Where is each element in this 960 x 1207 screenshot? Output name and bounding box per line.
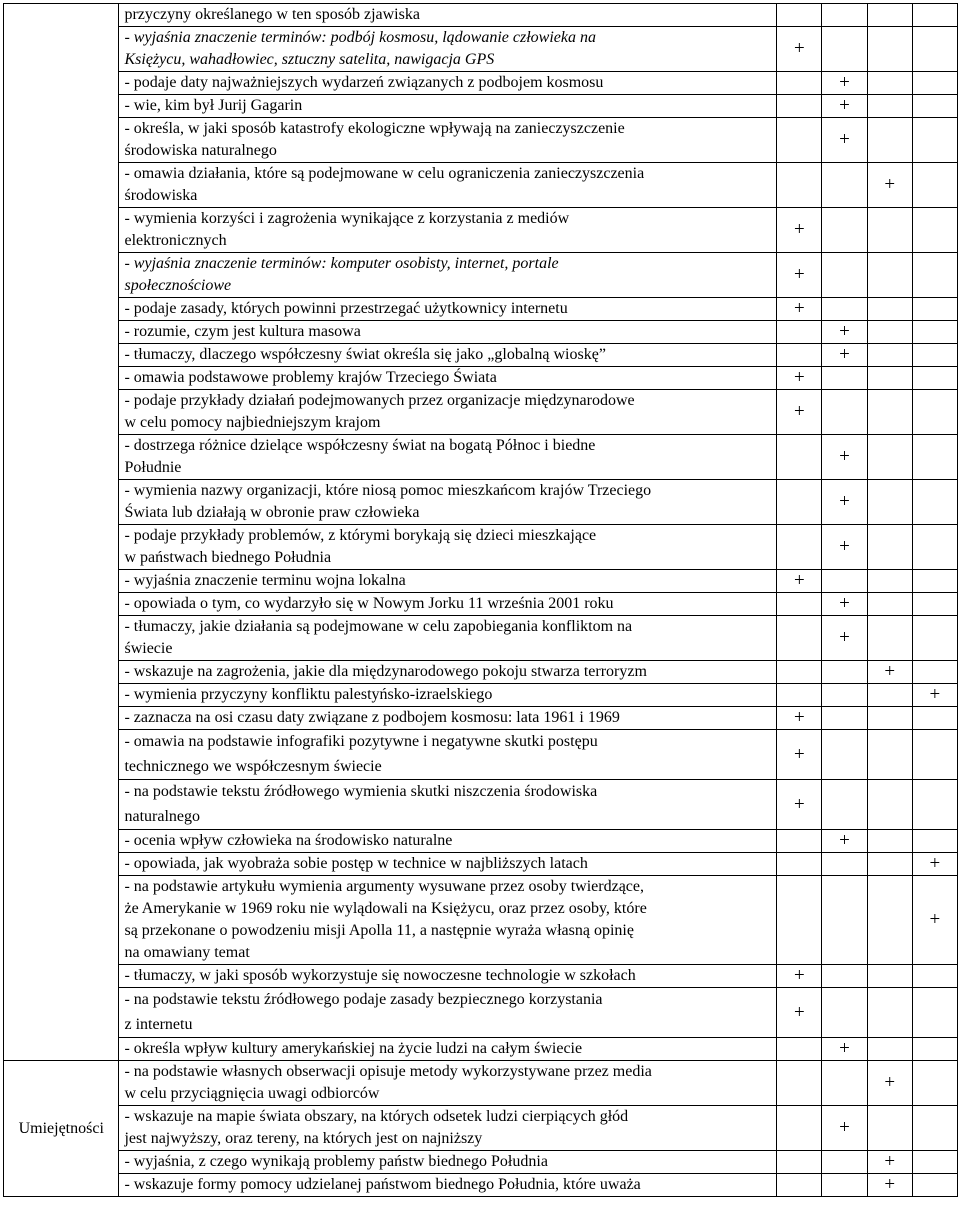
grade-level-4-cell bbox=[912, 344, 957, 367]
requirement-text-line: w państwach biednego Południa bbox=[124, 549, 332, 566]
table-row bbox=[4, 1174, 958, 1197]
requirement-cell bbox=[119, 298, 777, 321]
requirement-cell bbox=[119, 780, 777, 830]
requirement-text-line: - podaje zasady, których powinni przestrzegać użytkownicy internetu bbox=[124, 300, 568, 317]
grade-level-4-cell bbox=[912, 390, 957, 435]
requirement-text-line: - zaznacza na osi czasu daty związane z podbojem kosmosu: lata 1961 i 1969 bbox=[124, 709, 620, 726]
grade-level-1-cell bbox=[777, 616, 822, 661]
requirement-text-line: - wyjaśnia znaczenie terminów: komputer osobisty, internet, portale bbox=[124, 255, 559, 272]
requirement-cell bbox=[119, 570, 777, 593]
grade-level-2-cell bbox=[822, 253, 867, 298]
grade-level-4-cell bbox=[912, 367, 957, 390]
grade-level-1-cell: + bbox=[777, 298, 822, 321]
grade-level-2-cell bbox=[822, 27, 867, 72]
requirement-cell bbox=[119, 525, 777, 570]
grade-level-1-cell: + bbox=[777, 988, 822, 1038]
grade-level-3-cell bbox=[867, 118, 912, 163]
grade-level-4-cell bbox=[912, 525, 957, 570]
requirement-cell bbox=[119, 480, 777, 525]
grade-level-2-cell: + bbox=[822, 435, 867, 480]
requirement-text-line: naturalnego bbox=[124, 807, 200, 825]
grade-level-2-cell bbox=[822, 661, 867, 684]
grade-level-3-cell: + bbox=[867, 661, 912, 684]
grade-level-4-cell bbox=[912, 730, 957, 780]
grade-level-4-cell: + bbox=[912, 684, 957, 707]
grade-level-1-cell bbox=[777, 344, 822, 367]
requirement-text-line: przyczyny określanego w ten sposób zjawiska bbox=[124, 6, 420, 23]
grade-level-3-cell bbox=[867, 570, 912, 593]
requirement-cell bbox=[119, 95, 777, 118]
grade-level-1-cell bbox=[777, 1038, 822, 1061]
table-row bbox=[4, 435, 958, 480]
grade-level-1-cell bbox=[777, 163, 822, 208]
grade-level-3-cell bbox=[867, 830, 912, 853]
grade-level-2-cell: + bbox=[822, 1106, 867, 1151]
table-row bbox=[4, 1061, 958, 1106]
table-row bbox=[4, 367, 958, 390]
requirement-text-line: społecznościowe bbox=[124, 277, 232, 294]
grade-level-3-cell bbox=[867, 72, 912, 95]
grade-level-2-cell: + bbox=[822, 830, 867, 853]
grade-level-4-cell bbox=[912, 4, 957, 27]
table-row bbox=[4, 253, 958, 298]
requirement-cell bbox=[119, 684, 777, 707]
table-row bbox=[4, 780, 958, 830]
grade-level-3-cell bbox=[867, 344, 912, 367]
requirement-cell bbox=[119, 118, 777, 163]
requirement-text-line: - podaje przykłady problemów, z którymi borykają się dzieci mieszkające bbox=[124, 527, 597, 544]
requirement-text-line: - omawia podstawowe problemy krajów Trzeciego Świata bbox=[124, 369, 497, 386]
table-row bbox=[4, 27, 958, 72]
grade-level-3-cell bbox=[867, 4, 912, 27]
grade-level-1-cell bbox=[777, 1106, 822, 1151]
requirement-text-line: - określa, w jaki sposób katastrofy ekologiczne wpływają na zanieczyszczenie bbox=[124, 120, 625, 137]
table-row bbox=[4, 876, 958, 965]
table-row bbox=[4, 830, 958, 853]
grade-level-1-cell: + bbox=[777, 27, 822, 72]
requirement-text-line: jest najwyższy, oraz tereny, na których jest on najniższy bbox=[124, 1130, 483, 1147]
grade-level-1-cell: + bbox=[777, 208, 822, 253]
grade-level-3-cell bbox=[867, 321, 912, 344]
requirement-text-line: Południe bbox=[124, 459, 182, 476]
grade-level-1-cell bbox=[777, 1174, 822, 1197]
grade-level-2-cell bbox=[822, 876, 867, 965]
requirement-text-line: - wyjaśnia znaczenie terminów: podbój kosmosu, lądowanie człowieka na bbox=[124, 29, 596, 46]
grade-level-4-cell: + bbox=[912, 853, 957, 876]
requirement-text-line: - określa wpływ kultury amerykańskiej na życie ludzi na całym świecie bbox=[124, 1040, 583, 1057]
grade-level-4-cell bbox=[912, 1174, 957, 1197]
grade-level-2-cell: + bbox=[822, 118, 867, 163]
table-row bbox=[4, 616, 958, 661]
grade-level-3-cell bbox=[867, 876, 912, 965]
table-row bbox=[4, 95, 958, 118]
table-row bbox=[4, 208, 958, 253]
requirement-text-line: - podaje daty najważniejszych wydarzeń związanych z podbojem kosmosu bbox=[124, 74, 604, 91]
requirement-cell bbox=[119, 27, 777, 72]
grade-level-4-cell bbox=[912, 1038, 957, 1061]
table-row bbox=[4, 72, 958, 95]
grade-level-4-cell bbox=[912, 830, 957, 853]
grade-level-1-cell: + bbox=[777, 390, 822, 435]
grade-level-1-cell bbox=[777, 1151, 822, 1174]
table-body bbox=[4, 4, 958, 1197]
requirement-cell bbox=[119, 876, 777, 965]
grade-level-4-cell bbox=[912, 1106, 957, 1151]
requirement-cell bbox=[119, 344, 777, 367]
grade-level-2-cell: + bbox=[822, 525, 867, 570]
grade-level-1-cell bbox=[777, 435, 822, 480]
grade-level-1-cell bbox=[777, 1061, 822, 1106]
requirement-text-line: elektronicznych bbox=[124, 232, 227, 249]
table-row bbox=[4, 390, 958, 435]
requirement-text-line: na omawiany temat bbox=[124, 944, 250, 961]
grade-level-3-cell bbox=[867, 780, 912, 830]
requirement-text-line: - ocenia wpływ człowieka na środowisko naturalne bbox=[124, 832, 453, 849]
grade-level-3-cell bbox=[867, 480, 912, 525]
grade-level-3-cell bbox=[867, 684, 912, 707]
grade-level-3-cell: + bbox=[867, 163, 912, 208]
requirement-text-line: że Amerykanie w 1969 roku nie wylądowali na Księżycu, oraz przez osoby, które bbox=[124, 900, 647, 917]
grade-level-3-cell bbox=[867, 435, 912, 480]
requirement-text-line: są przekonane o powodzeniu misji Apolla 11, a następnie wyraża własną opinię bbox=[124, 922, 634, 939]
requirement-cell bbox=[119, 730, 777, 780]
grade-level-2-cell bbox=[822, 4, 867, 27]
grade-level-4-cell bbox=[912, 1061, 957, 1106]
grade-level-1-cell: + bbox=[777, 965, 822, 988]
grade-level-3-cell bbox=[867, 95, 912, 118]
requirement-text-line: - omawia na podstawie infografiki pozytywne i negatywne skutki postępu bbox=[124, 733, 598, 750]
grade-level-1-cell bbox=[777, 661, 822, 684]
grade-level-4-cell bbox=[912, 661, 957, 684]
grade-level-2-cell bbox=[822, 390, 867, 435]
grade-level-4-cell bbox=[912, 1151, 957, 1174]
grade-level-1-cell: + bbox=[777, 367, 822, 390]
table-row bbox=[4, 298, 958, 321]
grade-level-1-cell bbox=[777, 853, 822, 876]
grade-level-2-cell: + bbox=[822, 480, 867, 525]
section-label-cell bbox=[4, 1061, 119, 1197]
table-row bbox=[4, 853, 958, 876]
requirement-cell bbox=[119, 988, 777, 1038]
grade-level-4-cell: + bbox=[912, 876, 957, 965]
table-row bbox=[4, 707, 958, 730]
grade-level-2-cell: + bbox=[822, 95, 867, 118]
requirement-cell bbox=[119, 390, 777, 435]
requirement-text-line: technicznego we współczesnym świecie bbox=[124, 757, 382, 775]
grade-level-4-cell bbox=[912, 988, 957, 1038]
table-row bbox=[4, 4, 958, 27]
requirement-cell bbox=[119, 208, 777, 253]
table-row bbox=[4, 730, 958, 780]
requirement-text-line: - omawia działania, które są podejmowane w celu ograniczenia zanieczyszczenia bbox=[124, 165, 645, 182]
table-row bbox=[4, 988, 958, 1038]
grade-level-3-cell: + bbox=[867, 1061, 912, 1106]
requirement-text-line: - wymienia korzyści i zagrożenia wynikające z korzystania z mediów bbox=[124, 210, 570, 227]
grade-level-1-cell bbox=[777, 684, 822, 707]
requirement-text-line: - wskazuje na zagrożenia, jakie dla międzynarodowego pokoju stwarza terroryzm bbox=[124, 663, 647, 680]
grade-level-4-cell bbox=[912, 208, 957, 253]
requirement-text-line: świecie bbox=[124, 640, 173, 657]
requirement-cell bbox=[119, 4, 777, 27]
curriculum-requirements-table bbox=[3, 3, 958, 1197]
grade-level-4-cell bbox=[912, 95, 957, 118]
grade-level-1-cell bbox=[777, 321, 822, 344]
grade-level-3-cell bbox=[867, 367, 912, 390]
table-row bbox=[4, 118, 958, 163]
grade-level-2-cell bbox=[822, 707, 867, 730]
grade-level-4-cell bbox=[912, 298, 957, 321]
requirement-cell bbox=[119, 1038, 777, 1061]
grade-level-3-cell bbox=[867, 853, 912, 876]
requirement-cell bbox=[119, 1151, 777, 1174]
table-row bbox=[4, 684, 958, 707]
grade-level-4-cell bbox=[912, 435, 957, 480]
grade-level-3-cell bbox=[867, 208, 912, 253]
grade-level-2-cell bbox=[822, 163, 867, 208]
grade-level-4-cell bbox=[912, 253, 957, 298]
requirement-cell bbox=[119, 1061, 777, 1106]
table-row bbox=[4, 593, 958, 616]
requirement-cell bbox=[119, 163, 777, 208]
requirement-text-line: - podaje przykłady działań podejmowanych przez organizacje międzynarodowe bbox=[124, 392, 635, 409]
requirement-cell bbox=[119, 616, 777, 661]
grade-level-2-cell bbox=[822, 1174, 867, 1197]
grade-level-1-cell: + bbox=[777, 570, 822, 593]
requirement-text-line: - na podstawie tekstu źródłowego wymienia skutki niszczenia środowiska bbox=[124, 783, 598, 800]
requirement-text-line: - wskazuje na mapie świata obszary, na których odsetek ludzi cierpiących głód bbox=[124, 1108, 629, 1125]
requirement-text-line: - wymienia przyczyny konfliktu palestyńsko-izraelskiego bbox=[124, 686, 493, 703]
grade-level-4-cell bbox=[912, 480, 957, 525]
requirement-cell bbox=[119, 965, 777, 988]
requirement-text-line: - na podstawie własnych obserwacji opisuje metody wykorzystywane przez media bbox=[124, 1063, 652, 1080]
grade-level-1-cell bbox=[777, 525, 822, 570]
grade-level-2-cell: + bbox=[822, 616, 867, 661]
requirement-text-line: - dostrzega różnice dzielące współczesny świat na bogatą Północ i biedne bbox=[124, 437, 596, 454]
grade-level-2-cell: + bbox=[822, 344, 867, 367]
grade-level-4-cell bbox=[912, 616, 957, 661]
requirement-text-line: - wyjaśnia znaczenie terminu wojna lokalna bbox=[124, 572, 406, 589]
grade-level-2-cell bbox=[822, 1061, 867, 1106]
requirement-text-line: - wie, kim był Jurij Gagarin bbox=[124, 97, 303, 114]
requirement-cell bbox=[119, 253, 777, 298]
requirement-text-line: - tłumaczy, w jaki sposób wykorzystuje się nowoczesne technologie w szkołach bbox=[124, 967, 636, 984]
requirement-text-line: Świata lub działają w obronie praw człowieka bbox=[124, 504, 420, 521]
requirement-cell bbox=[119, 72, 777, 95]
grade-level-4-cell bbox=[912, 72, 957, 95]
grade-level-1-cell bbox=[777, 593, 822, 616]
requirement-text-line: w celu pomocy najbiedniejszym krajom bbox=[124, 414, 381, 431]
grade-level-3-cell: + bbox=[867, 1151, 912, 1174]
grade-level-3-cell bbox=[867, 988, 912, 1038]
grade-level-2-cell: + bbox=[822, 321, 867, 344]
grade-level-2-cell bbox=[822, 965, 867, 988]
table-row bbox=[4, 321, 958, 344]
grade-level-4-cell bbox=[912, 321, 957, 344]
grade-level-3-cell bbox=[867, 593, 912, 616]
requirement-text-line: - opowiada o tym, co wydarzyło się w Nowym Jorku 11 września 2001 roku bbox=[124, 595, 614, 612]
table-row bbox=[4, 1038, 958, 1061]
requirement-cell bbox=[119, 593, 777, 616]
grade-level-1-cell bbox=[777, 4, 822, 27]
grade-level-4-cell bbox=[912, 965, 957, 988]
requirement-text-line: Księżycu, wahadłowiec, sztuczny satelita, nawigacja GPS bbox=[124, 51, 495, 68]
grade-level-3-cell bbox=[867, 1038, 912, 1061]
table-row bbox=[4, 1151, 958, 1174]
grade-level-3-cell bbox=[867, 525, 912, 570]
requirement-cell bbox=[119, 367, 777, 390]
requirement-cell bbox=[119, 321, 777, 344]
requirement-text-line: środowiska naturalnego bbox=[124, 142, 277, 159]
requirement-text-line: - rozumie, czym jest kultura masowa bbox=[124, 323, 361, 340]
grade-level-4-cell bbox=[912, 118, 957, 163]
table-row bbox=[4, 1106, 958, 1151]
table-row bbox=[4, 480, 958, 525]
requirement-cell bbox=[119, 661, 777, 684]
grade-level-3-cell bbox=[867, 965, 912, 988]
requirement-text-line: - tłumaczy, jakie działania są podejmowane w celu zapobiegania konfliktom na bbox=[124, 618, 633, 635]
table-row bbox=[4, 661, 958, 684]
grade-level-2-cell bbox=[822, 367, 867, 390]
requirement-cell bbox=[119, 707, 777, 730]
grade-level-1-cell bbox=[777, 118, 822, 163]
table-row bbox=[4, 525, 958, 570]
requirement-text-line: środowiska bbox=[124, 187, 198, 204]
grade-level-2-cell: + bbox=[822, 593, 867, 616]
requirement-cell bbox=[119, 1106, 777, 1151]
grade-level-1-cell bbox=[777, 480, 822, 525]
grade-level-2-cell bbox=[822, 298, 867, 321]
grade-level-2-cell: + bbox=[822, 72, 867, 95]
grade-level-3-cell bbox=[867, 616, 912, 661]
requirement-text-line: - opowiada, jak wyobraża sobie postęp w technice w najbliższych latach bbox=[124, 855, 588, 872]
requirement-text-line: - na podstawie tekstu źródłowego podaje zasady bezpiecznego korzystania bbox=[124, 991, 603, 1008]
grade-level-2-cell bbox=[822, 570, 867, 593]
requirement-text-line: z internetu bbox=[124, 1015, 193, 1033]
requirement-text-line: - wymienia nazwy organizacji, które niosą pomoc mieszkańcom krajów Trzeciego bbox=[124, 482, 652, 499]
grade-level-2-cell bbox=[822, 988, 867, 1038]
table-row bbox=[4, 965, 958, 988]
table-row bbox=[4, 344, 958, 367]
section-label: Umiejętności bbox=[18, 1119, 104, 1137]
requirement-text-line: - wskazuje formy pomocy udzielanej państwom biednego Południa, które uważa bbox=[124, 1176, 641, 1193]
requirement-cell bbox=[119, 830, 777, 853]
requirement-text-line: - tłumaczy, dlaczego współczesny świat określa się jako „globalną wioskę” bbox=[124, 346, 606, 363]
section-label-cell bbox=[4, 4, 119, 1061]
grade-level-2-cell: + bbox=[822, 1038, 867, 1061]
table-row bbox=[4, 570, 958, 593]
requirement-text-line: - na podstawie artykułu wymienia argumenty wysuwane przez osoby twierdzące, bbox=[124, 878, 644, 895]
grade-level-1-cell: + bbox=[777, 730, 822, 780]
grade-level-1-cell bbox=[777, 72, 822, 95]
grade-level-1-cell: + bbox=[777, 253, 822, 298]
grade-level-3-cell bbox=[867, 253, 912, 298]
grade-level-2-cell bbox=[822, 684, 867, 707]
grade-level-3-cell bbox=[867, 730, 912, 780]
requirement-text-line: - wyjaśnia, z czego wynikają problemy państw biednego Południa bbox=[124, 1153, 548, 1170]
requirement-cell bbox=[119, 1174, 777, 1197]
grade-level-2-cell bbox=[822, 208, 867, 253]
grade-level-4-cell bbox=[912, 163, 957, 208]
grade-level-3-cell: + bbox=[867, 1174, 912, 1197]
grade-level-3-cell bbox=[867, 390, 912, 435]
grade-level-1-cell: + bbox=[777, 707, 822, 730]
requirement-cell bbox=[119, 435, 777, 480]
grade-level-4-cell bbox=[912, 27, 957, 72]
grade-level-4-cell bbox=[912, 593, 957, 616]
grade-level-2-cell bbox=[822, 780, 867, 830]
requirement-cell bbox=[119, 853, 777, 876]
grade-level-4-cell bbox=[912, 570, 957, 593]
grade-level-3-cell bbox=[867, 1106, 912, 1151]
table-row bbox=[4, 163, 958, 208]
grade-level-1-cell bbox=[777, 830, 822, 853]
grade-level-4-cell bbox=[912, 707, 957, 730]
grade-level-3-cell bbox=[867, 298, 912, 321]
grade-level-3-cell bbox=[867, 27, 912, 72]
requirement-text-line: w celu przyciągnięcia uwagi odbiorców bbox=[124, 1085, 380, 1102]
grade-level-2-cell bbox=[822, 853, 867, 876]
grade-level-1-cell bbox=[777, 95, 822, 118]
grade-level-1-cell bbox=[777, 876, 822, 965]
grade-level-2-cell bbox=[822, 1151, 867, 1174]
grade-level-3-cell bbox=[867, 707, 912, 730]
grade-level-2-cell bbox=[822, 730, 867, 780]
grade-level-1-cell: + bbox=[777, 780, 822, 830]
grade-level-4-cell bbox=[912, 780, 957, 830]
